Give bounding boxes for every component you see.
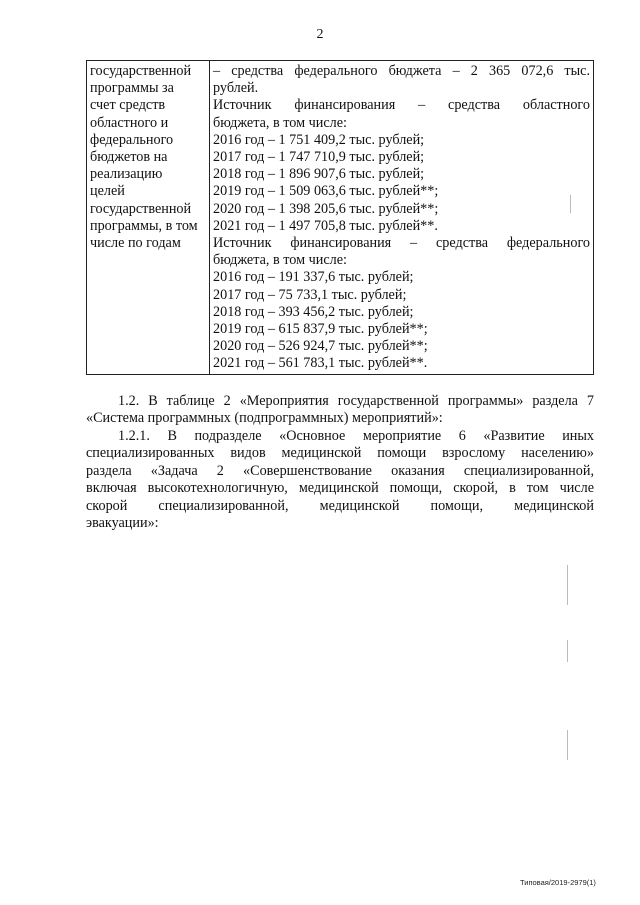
funding-label-line: реализацию <box>90 166 163 183</box>
federal-source-heading: бюджета, в том числе: <box>213 252 347 269</box>
scan-artifact <box>567 640 568 662</box>
scan-artifact <box>567 565 568 605</box>
federal-source-heading: Источник финансирования – средства федерального <box>213 235 590 252</box>
page-number: 2 <box>316 27 324 42</box>
federal-year-line: 2018 год – 393 456,2 тыс. рублей; <box>213 303 414 320</box>
scan-artifact <box>567 730 568 760</box>
paragraph-line: эвакуации»: <box>86 515 159 532</box>
amendment-paragraph-2 <box>86 428 594 532</box>
federal-year-line: 2019 год – 615 837,9 тыс. рублей**; <box>213 321 428 338</box>
regional-year-line: 2018 год – 1 896 907,6 тыс. рублей; <box>213 166 425 183</box>
regional-source-heading: Источник финансирования – средства областного <box>213 97 590 114</box>
table-row <box>87 61 594 375</box>
paragraph-line: 1.2.1. В подразделе «Основное мероприятие 6 «Развитие иных <box>118 428 594 444</box>
paragraph-line: специализированных видов медицинской помощи взрослому населению» <box>86 445 594 462</box>
document-code: Типовая/2019-2979(1) <box>520 878 596 887</box>
funding-label-line: целей <box>90 183 125 200</box>
funding-label-line: государственной <box>90 63 192 79</box>
funding-label-cell <box>87 61 210 375</box>
regional-year-line: 2020 год – 1 398 205,6 тыс. рублей**; <box>213 200 439 217</box>
funding-label-line: федерального <box>90 131 174 148</box>
paragraph-line: раздела «Задача 2 «Совершенствование оказания специализированной, <box>86 462 594 479</box>
budget-table <box>86 60 594 375</box>
paragraph-line: включая высокотехнологичную, медицинской помощи, скорой, в том числе <box>86 480 594 497</box>
paragraph-line: скорой специализированной, медицинской помощи, медицинской <box>86 497 594 514</box>
scan-artifact <box>570 195 571 213</box>
federal-year-line: 2017 год – 75 733,1 тыс. рублей; <box>213 286 407 303</box>
regional-year-line: 2019 год – 1 509 063,6 тыс. рублей**; <box>213 183 439 200</box>
regional-year-line: 2017 год – 1 747 710,9 тыс. рублей; <box>213 149 425 166</box>
paragraph-line: «Система программных (подпрограммных) мероприятий»: <box>86 410 443 427</box>
regional-year-line: 2016 год – 1 751 409,2 тыс. рублей; <box>213 131 425 148</box>
funding-details-cell <box>210 61 594 375</box>
funding-label-line: программы, в том <box>90 217 198 234</box>
funding-label-line: бюджетов на <box>90 149 168 166</box>
federal-year-line: 2021 год – 561 783,1 тыс. рублей**. <box>213 355 428 372</box>
federal-year-line: 2020 год – 526 924,7 тыс. рублей**; <box>213 338 428 355</box>
paragraph-line: 1.2. В таблице 2 «Мероприятия государственной программы» раздела 7 <box>118 393 594 409</box>
funding-label-line: государственной <box>90 200 192 217</box>
funding-label-line: программы за <box>90 80 174 97</box>
funding-label-line: числе по годам <box>90 235 181 252</box>
federal-total-line: рублей. <box>213 80 259 97</box>
funding-label-line: областного и <box>90 114 169 131</box>
federal-year-line: 2016 год – 191 337,6 тыс. рублей; <box>213 269 414 286</box>
federal-total-line: – средства федерального бюджета – 2 365 072,6 тыс. <box>213 63 590 79</box>
regional-year-line: 2021 год – 1 497 705,8 тыс. рублей**. <box>213 217 438 234</box>
regional-source-heading: бюджета, в том числе: <box>213 114 347 131</box>
funding-label-line: счет средств <box>90 97 166 114</box>
amendment-paragraph-1 <box>86 393 594 428</box>
